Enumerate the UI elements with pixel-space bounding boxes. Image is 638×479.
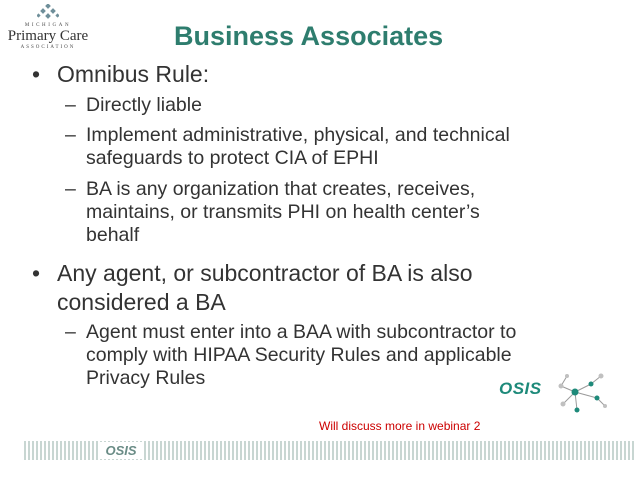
sub-bullet-dash: – (65, 94, 76, 116)
sub-bullet-text: behalf (86, 224, 140, 246)
sub-bullet-text: maintains, or transmits PHI on health center’s (86, 201, 480, 223)
sub-bullet-text: BA is any organization that creates, receives, (86, 178, 476, 200)
bullet-text: considered a BA (57, 289, 226, 315)
bullet-text: Any agent, or subcontractor of BA is also (57, 260, 473, 286)
sub-bullet-directly-liable (65, 94, 202, 117)
sub-bullet-dash: – (65, 124, 76, 146)
sub-bullet-text: comply with HIPAA Security Rules and applicable (86, 344, 512, 366)
sub-bullet-dash: – (65, 321, 76, 343)
sub-bullet-text: Directly liable (86, 94, 202, 116)
sub-bullet-agent-baa (65, 321, 517, 390)
logo-top-caps: MICHIGAN (24, 23, 72, 28)
bullet-dot: • (32, 260, 41, 286)
bullet-omnibus-rule (32, 61, 210, 88)
association-logo (7, 4, 89, 54)
sub-bullet-text: Implement administrative, physical, and technical (86, 124, 510, 146)
network-nodes-icon (547, 370, 609, 414)
footer-osis-logo: OSIS (98, 442, 144, 459)
bullet-text: Omnibus Rule: (57, 61, 210, 87)
sub-bullet-text: Privacy Rules (86, 367, 206, 389)
sub-bullet-text: safeguards to protect CIA of EPHI (86, 147, 379, 169)
sub-bullet-ba-definition (65, 178, 480, 247)
sub-bullet-text: Agent must enter into a BAA with subcontractor to (86, 321, 517, 343)
sub-bullet-dash: – (65, 178, 76, 200)
webinar-note: Will discuss more in webinar 2 (319, 419, 481, 433)
logo-bottom-caps: ASSOCIATION (20, 45, 76, 50)
osis-logo-text: OSIS (499, 379, 542, 398)
osis-logo (499, 370, 611, 414)
slide-title: Business Associates (174, 21, 444, 51)
logo-name: Primary Care (7, 28, 89, 44)
diamond-grid-icon (37, 4, 59, 22)
bullet-agent-subcontractor (32, 259, 473, 317)
sub-bullet-implement-safeguards (65, 124, 510, 170)
bullet-dot: • (32, 61, 41, 87)
